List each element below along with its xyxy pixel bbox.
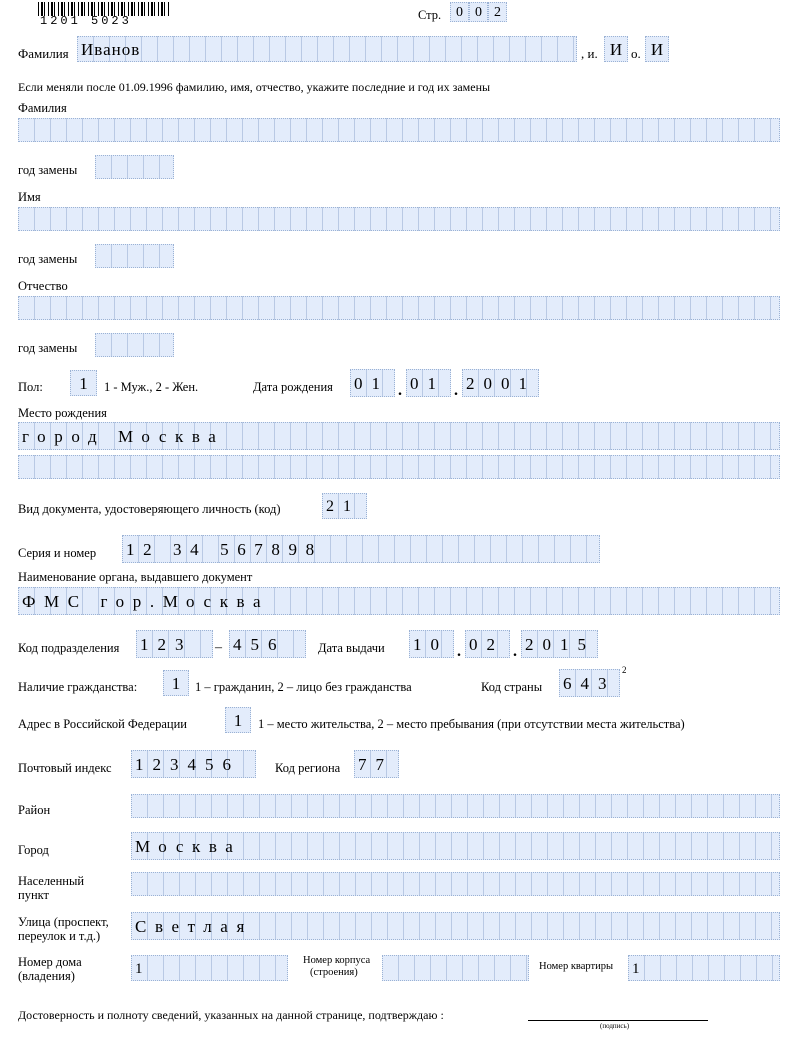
doc-series-input[interactable]: 12 34 567898: [122, 535, 600, 563]
barcode-number: 1201 5023: [40, 14, 132, 28]
address-type-input[interactable]: 1: [225, 707, 251, 733]
address-label: Адрес в Российской Федерации: [18, 717, 187, 731]
birth-date-dot-1: .: [398, 382, 402, 399]
changed-patronymic-label: Отчество: [18, 279, 68, 293]
issue-date-dot-2: .: [513, 643, 517, 660]
citizenship-input[interactable]: 1: [163, 670, 189, 696]
house-label-line2: (владения): [18, 969, 75, 983]
sex-hint: 1 - Муж., 2 - Жен.: [104, 380, 199, 394]
changed-name-year-input[interactable]: [95, 244, 174, 268]
postal-code-label: Почтовый индекс: [18, 761, 112, 775]
surname-comma-initial-label: , и.: [581, 46, 598, 61]
sex-label: Пол:: [18, 380, 43, 394]
flat-input[interactable]: 1: [628, 955, 780, 981]
street-label-line2: переулок и т.д.): [18, 929, 101, 943]
locality-input[interactable]: [131, 872, 780, 896]
changed-name-label: Имя: [18, 190, 41, 204]
birth-day-input[interactable]: 01: [350, 369, 395, 397]
middle-initial-input[interactable]: И: [645, 36, 669, 62]
doc-series-label: Серия и номер: [18, 546, 97, 560]
birth-date-label: Дата рождения: [253, 380, 333, 394]
first-initial-input[interactable]: И: [604, 36, 628, 62]
changed-name-year-label: год замены: [18, 252, 78, 266]
birth-place-label: Место рождения: [18, 406, 107, 420]
signature-line[interactable]: [528, 1020, 708, 1021]
issue-date-label: Дата выдачи: [318, 641, 385, 655]
street-input[interactable]: Светлая: [131, 912, 780, 940]
building-label-line1: Номер корпуса: [303, 955, 371, 966]
country-code-label: Код страны: [481, 680, 543, 694]
region-code-input[interactable]: 77: [354, 750, 399, 778]
region-code-label: Код региона: [275, 761, 341, 775]
doc-type-label: Вид документа, удостоверяющего личность (код): [18, 502, 281, 516]
street-label-line1: Улица (проспект,: [18, 915, 109, 929]
citizenship-hint: 1 – гражданин, 2 – лицо без гражданства: [195, 680, 412, 694]
doc-issuer-label: Наименование органа, выдавшего документ: [18, 570, 253, 584]
birth-month-input[interactable]: 01: [406, 369, 451, 397]
postal-code-input[interactable]: 123456: [131, 750, 256, 778]
sex-input[interactable]: 1: [70, 370, 97, 396]
district-label: Район: [18, 803, 51, 817]
country-code-input[interactable]: 643: [559, 669, 620, 697]
address-hint: 1 – место жительства, 2 – место пребывания (при отсутствии места жительства): [258, 717, 685, 731]
page-digit-3[interactable]: 2: [488, 2, 507, 22]
page-number-label: Стр.: [418, 8, 442, 22]
doc-type-input[interactable]: 21: [322, 493, 367, 519]
issue-month-input[interactable]: 02: [465, 630, 510, 658]
subdivision-part1-input[interactable]: 123: [136, 630, 213, 658]
doc-issuer-input[interactable]: ФМС гор.Москва: [18, 587, 780, 615]
changed-surname-input[interactable]: [18, 118, 780, 142]
issue-day-input[interactable]: 10: [409, 630, 454, 658]
changed-surname-label: Фамилия: [18, 101, 67, 115]
surname-input[interactable]: Иванов: [77, 36, 577, 62]
district-input[interactable]: [131, 794, 780, 818]
changed-name-input[interactable]: [18, 207, 780, 231]
locality-label-line1: Населенный: [18, 874, 85, 888]
issue-year-input[interactable]: 2015: [521, 630, 598, 658]
page-number-cells[interactable]: [450, 2, 507, 22]
subdivision-part2-input[interactable]: 456: [229, 630, 306, 658]
city-input[interactable]: Москва: [131, 832, 780, 860]
flat-label: Номер квартиры: [539, 961, 614, 972]
city-label: Город: [18, 843, 49, 857]
surname-label: Фамилия: [18, 46, 69, 61]
changed-surname-year-label: год замены: [18, 163, 78, 177]
confirm-text: Достоверность и полноту сведений, указанных на данной странице, подтверждаю :: [18, 1008, 444, 1022]
house-input[interactable]: 1: [131, 955, 288, 981]
page-digit-1[interactable]: 0: [450, 2, 469, 22]
citizenship-label: Наличие гражданства:: [18, 680, 138, 694]
signature-caption: (подпись): [600, 1022, 630, 1030]
birth-place-line2-input[interactable]: [18, 455, 780, 479]
changed-patronymic-year-input[interactable]: [95, 333, 174, 357]
birth-date-dot-2: .: [454, 382, 458, 399]
changed-patronymic-year-label: год замены: [18, 341, 78, 355]
page-digit-2[interactable]: 0: [469, 2, 488, 22]
house-label-line1: Номер дома: [18, 955, 82, 969]
subdivision-label: Код подразделения: [18, 641, 120, 655]
country-code-footnote: 2: [622, 665, 627, 675]
locality-label-line2: пункт: [18, 888, 49, 902]
issue-date-dot-1: .: [457, 643, 461, 660]
birth-place-line1-input[interactable]: город Москва: [18, 422, 780, 450]
subdivision-dash: –: [215, 640, 222, 655]
building-input[interactable]: [382, 955, 529, 981]
patronymic-initial-label: о.: [631, 46, 641, 61]
change-note-text: Если меняли после 01.09.1996 фамилию, имя, отчество, укажите последние и год их замены: [18, 80, 491, 94]
changed-patronymic-input[interactable]: [18, 296, 780, 320]
changed-surname-year-input[interactable]: [95, 155, 174, 179]
building-label-line2: (строения): [310, 967, 358, 978]
birth-year-input[interactable]: 2001: [462, 369, 539, 397]
